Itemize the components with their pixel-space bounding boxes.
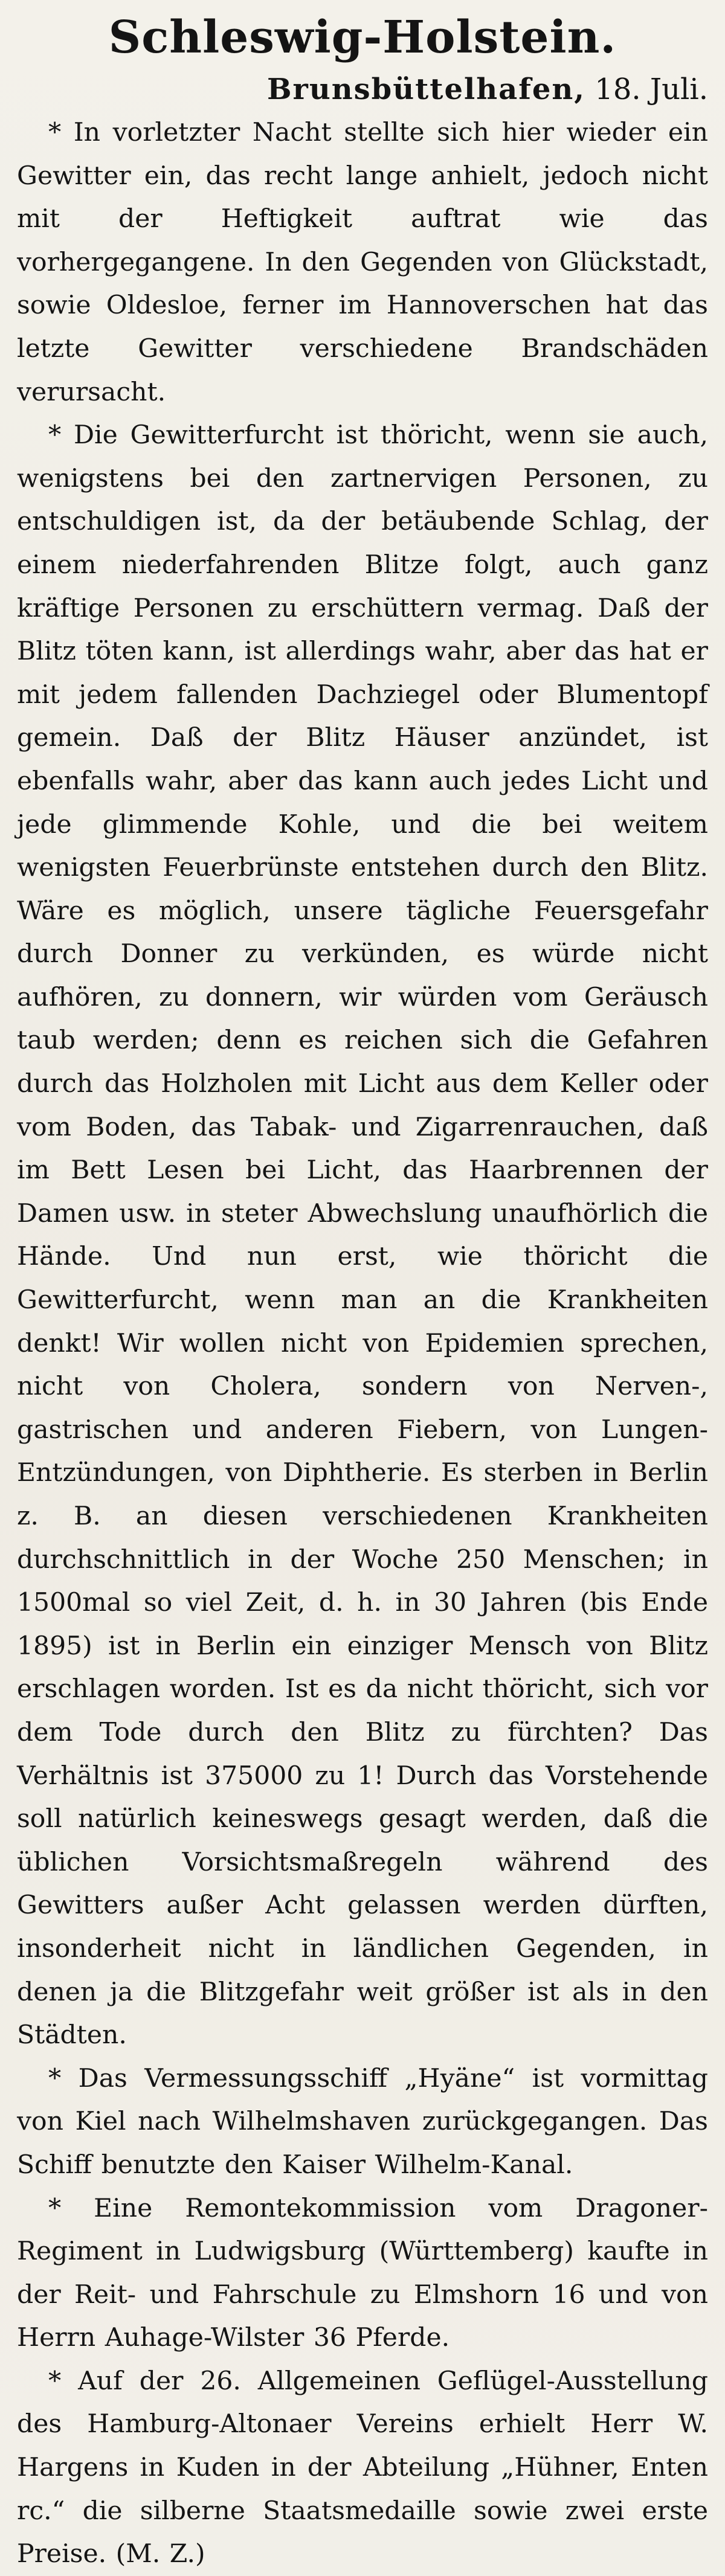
paragraph-text: * Eine Remontekommission vom Dragoner-Regiment in Ludwigsburg (Württemberg) kaufte in der Reit- und Fahrschule zu Elmshorn 16 und von Herrn Auhage-Wilster 36 Pferde. <box>17 2193 708 2353</box>
article-survey-ship <box>17 2057 708 2187</box>
article-thunderstorm-report <box>17 111 708 414</box>
dateline-date: 18. Juli. <box>594 72 708 106</box>
article-fear-of-thunderstorms <box>17 414 708 2057</box>
article-remount-commission <box>17 2187 708 2360</box>
dateline <box>17 70 708 109</box>
article-poultry-exhibition <box>17 2360 708 2576</box>
paragraph-text: * Das Vermessungsschiff „Hyäne“ ist vormittag von Kiel nach Wilhelmshaven zurückgegangen. Das Schiff benutzte den Kaiser Wilhelm-Kanal. <box>17 2063 708 2180</box>
paragraph-text: * Die Gewitterfurcht ist thöricht, wenn sie auch, wenigstens bei den zartnervigen Personen, zu entschuldigen ist, da der betäubende Schlag, der einem niederfahrenden Blitze folgt, auch ganz kräftige Personen zu erschüttern vermag. Daß der Blitz töten kann, ist allerdings wahr, aber das hat er mit jedem fallenden Dachziegel oder Blumentopf gemein. Daß der Blitz Häuser anzündet, ist ebenfalls wahr, aber das kann auch jedes Licht und jede glimmende Kohle, und die bei weitem wenigsten Feuerbrünste entstehen durch den Blitz. Wäre es möglich, unsere tägliche Feuersgefahr durch Donner zu verkünden, es würde nicht aufhören, zu donnern, wir würden vom Geräusch taub werden; denn es reichen sich die Gefahren durch das Holzholen mit Licht aus dem Keller oder vom Boden, das Tabak- und Zigarrenrauchen, daß im Bett Lesen bei Licht, das Haarbrennen der Damen usw. in steter Abwechslung unaufhörlich die Hände. Und nun erst, wie thöricht die Gewitterfurcht, wenn man an die Krankheiten denkt! Wir wollen nicht von Epidemien sprechen, nicht von Cholera, sondern von Nerven-, gastrischen und anderen Fiebern, von Lungen-Entzündungen, von Diphtherie. Es sterben in Berlin z. B. an diesen verschiedenen Krankheiten durchschnittlich in der Woche 250 Menschen; in 1500mal so viel Zeit, d. h. in 30 Jahren (bis Ende 1895) ist in Berlin ein einziger Mensch von Blitz erschlagen worden. Ist es da nicht thöricht, sich vor dem Tode durch den Blitz zu fürchten? Das Verhältnis ist 375000 zu 1! Durch das Vorstehende soll natürlich keineswegs gesagt werden, daß die üblichen Vorsichtsmaßregeln während des Gewitters außer Acht gelassen werden dürften, insonderheit nicht in ländlichen Gegenden, in denen ja die Blitzgefahr weit größer ist als in den Städten. <box>17 420 708 2051</box>
paragraph-text: * Auf der 26. Allgemeinen Geflügel-Ausstellung des Hamburg-Altonaer Vereins erhielt Herr W. Hargens in Kuden in der Abteilung „Hühner, Enten rc.“ die silberne Staatsmedaille sowie zwei erste Preise. (M. Z.) <box>17 2366 708 2569</box>
section-headline: Schleswig-Holstein. <box>108 11 617 63</box>
paragraph-text: * In vorletzter Nacht stellte sich hier wieder ein Gewitter ein, das recht lange anhielt, jedoch nicht mit der Heftigkeit auftrat wie das vorhergegangene. In den Gegenden von Glückstadt, sowie Oldesloe, ferner im Hannoverschen hat das letzte Gewitter verschiedene Brandschäden verursacht. <box>17 118 708 407</box>
dateline-place: Brunsbüttelhafen, <box>266 72 586 106</box>
